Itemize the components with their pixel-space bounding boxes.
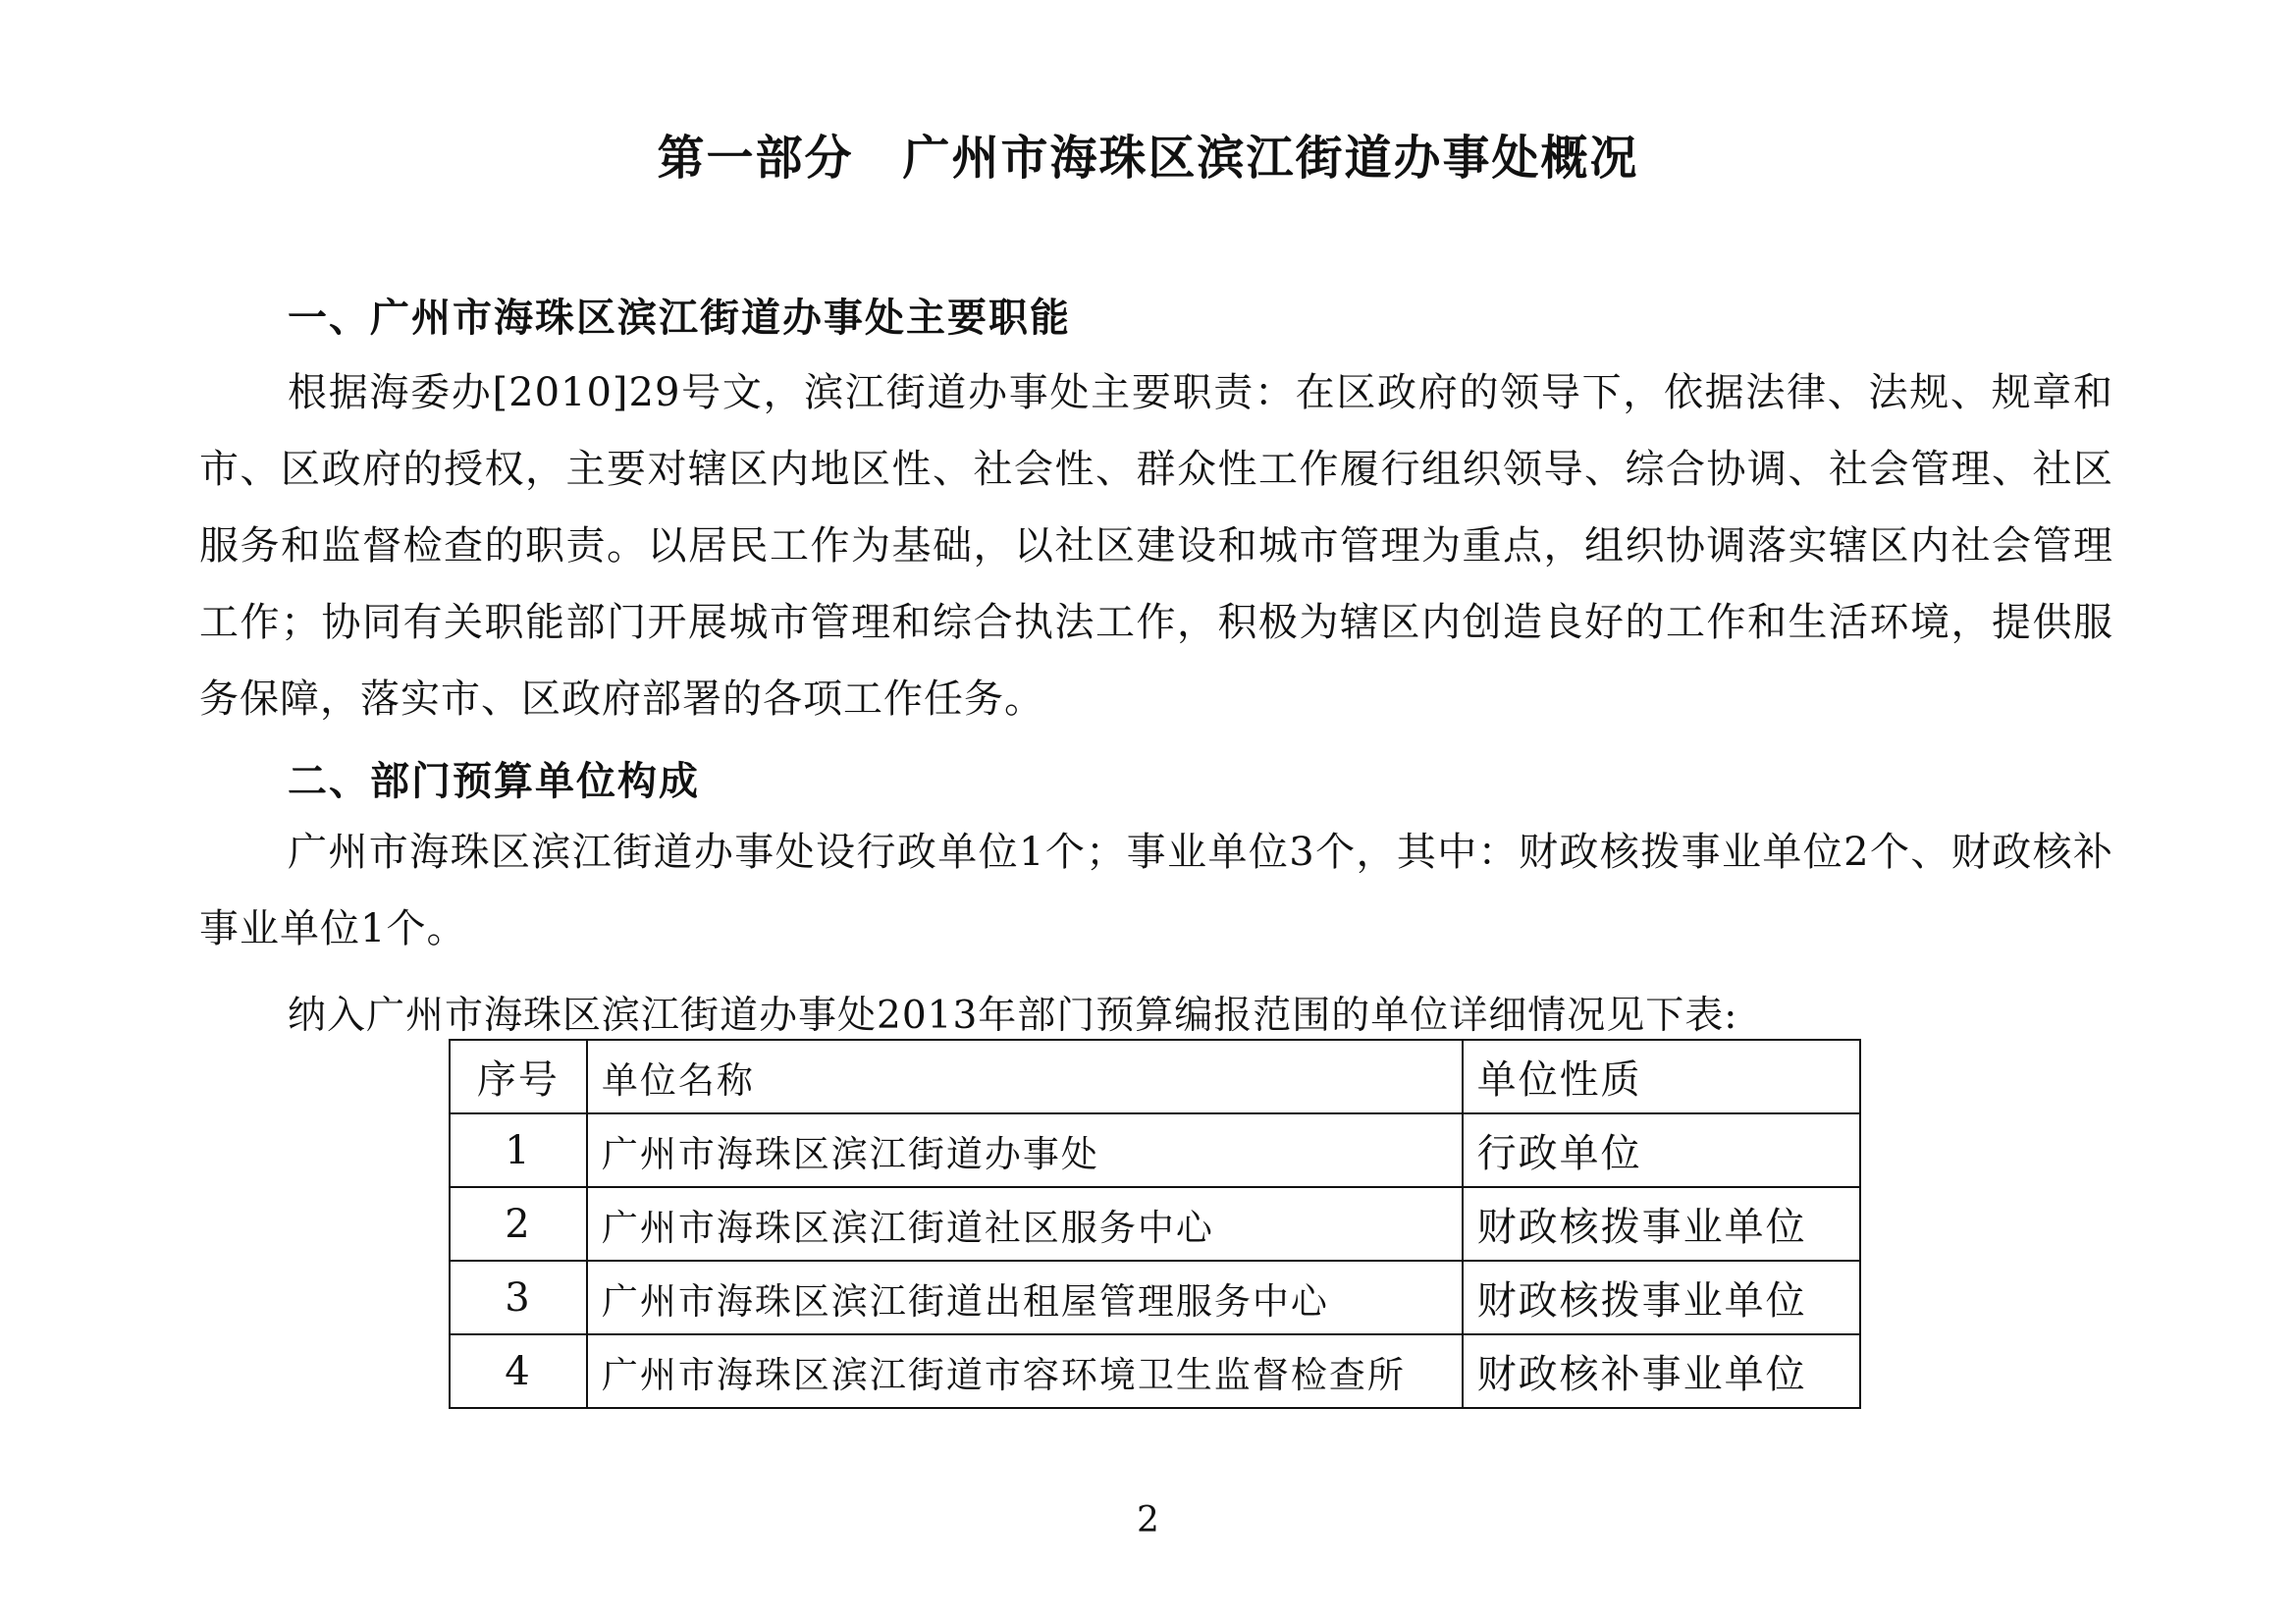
row-unit-type: 财政核补事业单位 <box>1463 1334 1860 1408</box>
row-unit-name: 广州市海珠区滨江街道出租屋管理服务中心 <box>587 1261 1463 1334</box>
header-unit-type: 单位性质 <box>1463 1040 1860 1113</box>
row-unit-type: 行政单位 <box>1463 1113 1860 1187</box>
section-heading-budget-units: 二、部门预算单位构成 <box>288 758 700 804</box>
row-no: 3 <box>450 1261 587 1334</box>
section-heading-main-functions: 一、广州市海珠区滨江街道办事处主要职能 <box>288 295 1071 341</box>
table-row <box>450 1334 1860 1408</box>
table-row <box>450 1261 1860 1334</box>
row-unit-name: 广州市海珠区滨江街道办事处 <box>587 1113 1463 1187</box>
row-unit-name: 广州市海珠区滨江街道社区服务中心 <box>587 1187 1463 1261</box>
header-no: 序号 <box>450 1040 587 1113</box>
row-no: 2 <box>450 1187 587 1261</box>
budget-units-table <box>449 1039 1861 1409</box>
table-header-row <box>450 1040 1860 1113</box>
row-unit-name: 广州市海珠区滨江街道市容环境卫生监督检查所 <box>587 1334 1463 1408</box>
table-row <box>450 1187 1860 1261</box>
page-number: 2 <box>1137 1500 1159 1541</box>
row-no: 4 <box>450 1334 587 1408</box>
main-functions-paragraph: 根据海委办[2010]29号文，滨江街道办事处主要职责：在区政府的领导下，依据法律、法规、规章和市、区政府的授权，主要对辖区内地区性、社会性、群众性工作履行组织领导、综合协调、社会管理、社区服务和监督检查的职责。以居民工作为基础，以社区建设和城市管理为重点，组织协调落实辖区内社会管理工作；协同有关职能部门开展城市管理和综合执法工作，积极为辖区内创造良好的工作和生活环境，提供服务保障，落实市、区政府部署的各项工作任务。 <box>199 370 2113 722</box>
table-intro-text: 纳入广州市海珠区滨江街道办事处2013年部门预算编报范围的单位详细情况见下表: <box>288 994 1738 1038</box>
row-unit-type: 财政核拨事业单位 <box>1463 1187 1860 1261</box>
budget-units-paragraph: 广州市海珠区滨江街道办事处设行政单位1个；事业单位3个，其中：财政核拨事业单位2个、财政核补事业单位1个。 <box>199 830 2113 951</box>
header-unit-name: 单位名称 <box>587 1040 1463 1113</box>
row-no: 1 <box>450 1113 587 1187</box>
page-title: 第一部分 广州市海珠区滨江街道办事处概况 <box>657 131 1639 186</box>
row-unit-type: 财政核拨事业单位 <box>1463 1261 1860 1334</box>
table-row <box>450 1113 1860 1187</box>
